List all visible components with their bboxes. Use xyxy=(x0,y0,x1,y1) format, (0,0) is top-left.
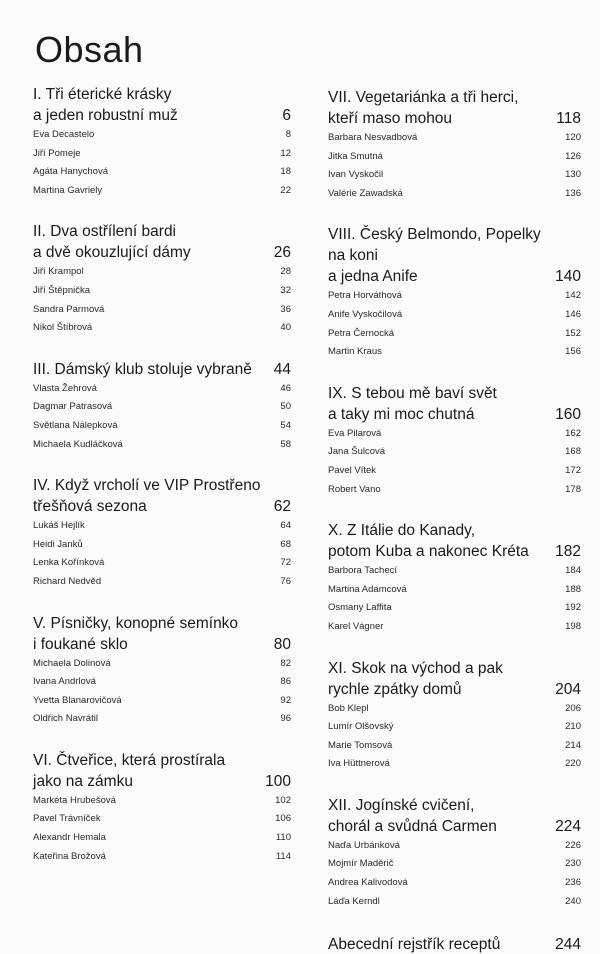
chapter-title: VII. Vegetariánka a tři herci, kteří maso mohou xyxy=(328,89,519,127)
entry-page: 54 xyxy=(280,419,291,431)
chapter-page-number: 182 xyxy=(555,543,581,561)
entry-page: 236 xyxy=(565,877,581,889)
entry-page: 28 xyxy=(280,266,291,278)
chapter-page-number: 100 xyxy=(265,772,291,790)
toc-entry xyxy=(33,126,291,145)
entry-name: Petra Černocká xyxy=(328,327,395,339)
entry-page: 230 xyxy=(565,858,581,870)
toc-entry xyxy=(33,380,291,399)
entry-name: Bob Klepl xyxy=(328,702,369,714)
chapter-spacer xyxy=(33,454,291,475)
chapter-spacer xyxy=(33,200,291,221)
toc-entry xyxy=(33,829,291,848)
toc-entry xyxy=(33,710,291,729)
entry-page: 178 xyxy=(565,483,581,495)
page-title: Obsah xyxy=(35,29,144,70)
entry-name: Jiří Štěpnička xyxy=(33,284,91,296)
chapter-page-number: 62 xyxy=(273,498,291,516)
entry-page: 156 xyxy=(565,346,581,358)
entry-name: Lenka Kořínková xyxy=(33,557,105,569)
toc-entry xyxy=(33,417,291,436)
entry-name: Světlana Nálepková xyxy=(33,419,118,431)
chapter-heading xyxy=(33,750,291,792)
chapter-heading xyxy=(328,520,581,562)
chapter-heading xyxy=(33,359,291,380)
toc-entry xyxy=(328,325,581,344)
recipe-index-page: 244 xyxy=(555,936,581,954)
toc-entry xyxy=(328,874,581,893)
chapter-page-number: 80 xyxy=(273,635,291,653)
chapter-title: I. Tři éterické krásky a jeden robustní muž xyxy=(33,86,178,124)
entry-page: 168 xyxy=(565,446,581,458)
entry-name: Ivana Andrlová xyxy=(33,676,96,688)
entry-page: 226 xyxy=(565,839,581,851)
toc-left-column xyxy=(33,84,291,866)
entry-page: 206 xyxy=(565,702,581,714)
entry-name: Oldřich Navrátil xyxy=(33,713,98,725)
entry-page: 188 xyxy=(565,583,581,595)
entry-page: 36 xyxy=(280,303,291,315)
toc-entry xyxy=(328,837,581,856)
entry-name: Mojmír Maděrič xyxy=(328,858,394,870)
toc-entry xyxy=(328,185,581,204)
entry-page: 126 xyxy=(565,150,581,162)
toc-entry xyxy=(328,287,581,306)
entry-name: Michaela Kudláčková xyxy=(33,438,123,450)
entry-page: 32 xyxy=(280,284,291,296)
entry-name: Jiří Pomeje xyxy=(33,147,81,159)
entry-page: 106 xyxy=(275,813,291,825)
entry-page: 50 xyxy=(280,401,291,413)
entry-page: 8 xyxy=(285,129,291,140)
toc-entry xyxy=(33,436,291,455)
entry-name: Iva Hüttnerová xyxy=(328,758,390,770)
toc-entry xyxy=(33,673,291,692)
chapter-spacer xyxy=(33,338,291,359)
chapter-spacer xyxy=(328,362,581,383)
toc-entry xyxy=(328,166,581,185)
toc-chapter xyxy=(328,658,581,774)
entry-page: 192 xyxy=(565,602,581,614)
entry-page: 210 xyxy=(565,721,581,733)
entry-name: Valérie Zawadská xyxy=(328,187,403,199)
entry-page: 146 xyxy=(565,308,581,320)
chapter-page-number: 204 xyxy=(555,680,581,698)
entry-name: Jana Šulcová xyxy=(328,446,386,458)
chapter-spacer xyxy=(328,774,581,795)
toc-entry xyxy=(33,263,291,282)
chapter-heading xyxy=(33,221,291,263)
entry-name: Sandra Parmová xyxy=(33,303,105,315)
entry-name: Markéta Hrubešová xyxy=(33,794,116,806)
entry-page: 198 xyxy=(565,620,581,632)
toc-entry xyxy=(33,573,291,592)
toc-right-column xyxy=(328,87,581,954)
toc-entry xyxy=(328,462,581,481)
chapter-spacer xyxy=(328,637,581,658)
chapter-heading xyxy=(33,613,291,655)
chapter-heading xyxy=(328,224,581,287)
entry-name: Jiří Krampol xyxy=(33,266,84,278)
toc-entry xyxy=(33,554,291,573)
toc-entry xyxy=(33,692,291,711)
entry-page: 184 xyxy=(565,565,581,577)
entry-name: Láďa Kerndl xyxy=(328,895,380,907)
chapter-title: V. Písničky, konopné semínko i foukané sklo xyxy=(33,614,239,653)
toc-entry xyxy=(328,855,581,874)
entry-page: 172 xyxy=(565,464,581,476)
chapter-title: IX. S tebou mě baví svět a taky mi moc chutná xyxy=(328,384,497,423)
toc-entry xyxy=(328,718,581,737)
chapter-heading xyxy=(328,87,581,129)
entry-name: Dagmar Patrasová xyxy=(33,401,113,413)
entry-name: Alexandr Hemala xyxy=(33,832,106,844)
toc-chapter xyxy=(33,475,291,591)
entry-name: Robert Vano xyxy=(328,483,381,495)
entry-name: Martina Adamcová xyxy=(328,583,407,595)
chapter-page-number: 160 xyxy=(555,405,581,423)
toc-entry xyxy=(33,301,291,320)
chapter-heading xyxy=(328,658,581,700)
toc-entry xyxy=(328,893,581,912)
entry-page: 120 xyxy=(565,132,581,143)
toc-entry xyxy=(328,737,581,756)
chapter-page-number: 140 xyxy=(555,268,581,286)
toc-entry xyxy=(328,443,581,462)
chapter-title: VIII. Český Belmondo, Popelky na koni a jedna Anife xyxy=(328,226,541,286)
entry-page: 142 xyxy=(565,290,581,302)
toc-entry xyxy=(328,129,581,148)
entry-page: 18 xyxy=(280,166,291,178)
toc-entry xyxy=(328,481,581,500)
entry-name: Heidi Janků xyxy=(33,538,83,550)
entry-page: 130 xyxy=(565,169,581,181)
chapter-page-number: 118 xyxy=(556,110,581,127)
entry-page: 58 xyxy=(280,438,291,450)
entry-page: 76 xyxy=(280,575,291,587)
toc-entry xyxy=(33,182,291,201)
entry-name: Karel Vágner xyxy=(328,620,384,632)
chapter-title: II. Dva ostřílení bardi a dvě okouzlující dámy xyxy=(33,223,191,262)
toc-chapter xyxy=(328,795,581,911)
entry-name: Agáta Hanychová xyxy=(33,166,108,178)
entry-page: 214 xyxy=(565,739,581,751)
chapter-spacer xyxy=(33,729,291,750)
entry-name: Ivan Vyskočil xyxy=(328,169,384,181)
entry-name: Eva Pilarová xyxy=(328,427,382,439)
entry-page: 40 xyxy=(280,322,291,334)
toc-entry xyxy=(328,581,581,600)
entry-name: Vlasta Žehrová xyxy=(33,382,97,394)
recipe-index-label: Abecední rejstřík receptů xyxy=(328,936,501,954)
toc-entry xyxy=(328,618,581,637)
chapter-title: VI. Čtveřice, která prostírala jako na zámku xyxy=(33,751,226,790)
chapter-spacer xyxy=(328,203,581,224)
toc-entry xyxy=(33,517,291,536)
toc-entry xyxy=(33,163,291,182)
chapter-spacer xyxy=(33,592,291,613)
entry-page: 64 xyxy=(280,520,291,532)
entry-page: 114 xyxy=(275,850,291,862)
entry-name: Marie Tomsová xyxy=(328,739,393,751)
entry-name: Anife Vyskočilová xyxy=(328,308,403,320)
entry-name: Pavel Vítek xyxy=(328,464,377,476)
toc-chapter xyxy=(33,359,291,454)
toc-entry xyxy=(33,792,291,811)
chapter-spacer xyxy=(328,911,581,932)
entry-page: 72 xyxy=(280,557,291,569)
toc-entry xyxy=(33,282,291,301)
entry-page: 152 xyxy=(565,327,581,339)
entry-name: Lumír Olšovský xyxy=(328,721,394,733)
chapter-title: X. Z Itálie do Kanady, potom Kuba a nakonec Kréta xyxy=(328,522,529,561)
toc-entry xyxy=(328,148,581,167)
entry-name: Petra Horváthová xyxy=(328,290,402,302)
entry-name: Pavel Trávníček xyxy=(33,813,101,825)
entry-name: Andrea Kalivodová xyxy=(328,877,408,889)
recipe-index-entry xyxy=(328,936,581,954)
entry-name: Barbara Nesvadbová xyxy=(328,132,418,143)
entry-page: 82 xyxy=(280,657,291,669)
toc-chapter xyxy=(33,84,291,200)
chapter-spacer xyxy=(328,499,581,520)
entry-page: 102 xyxy=(275,794,291,806)
toc-chapter xyxy=(328,224,581,361)
chapter-heading xyxy=(328,383,581,425)
toc-chapter xyxy=(328,383,581,499)
entry-name: Jitka Smutná xyxy=(328,150,383,162)
toc-entry xyxy=(33,398,291,417)
entry-name: Yvetta Blanarovičová xyxy=(33,694,122,706)
entry-name: Osmany Laffita xyxy=(328,602,392,614)
entry-name: Naďa Urbánková xyxy=(328,839,400,851)
entry-name: Kateřina Brožová xyxy=(33,850,106,862)
toc-entry xyxy=(328,562,581,581)
chapter-page-number: 6 xyxy=(282,107,291,124)
chapter-title: XI. Skok na východ a pak rychle zpátky domů xyxy=(328,659,503,698)
chapter-title: III. Dámský klub stoluje vybraně xyxy=(33,360,252,378)
chapter-title: IV. Když vrcholí ve VIP Prostřeno třešňová sezona xyxy=(33,477,261,516)
toc-chapter xyxy=(33,750,291,866)
entry-name: Barbora Tachecí xyxy=(328,565,398,577)
entry-page: 22 xyxy=(280,184,291,196)
toc-entry xyxy=(328,425,581,444)
toc-chapter xyxy=(33,613,291,729)
toc-chapter xyxy=(33,221,291,337)
entry-page: 92 xyxy=(280,694,291,706)
entry-page: 220 xyxy=(565,758,581,770)
toc-entry xyxy=(33,145,291,164)
toc-entry xyxy=(328,306,581,325)
toc-entry xyxy=(328,599,581,618)
chapter-heading xyxy=(33,475,291,517)
entry-name: Lukáš Hejlík xyxy=(33,520,85,532)
chapter-page-number: 26 xyxy=(273,244,291,262)
entry-name: Martin Kraus xyxy=(328,346,382,358)
toc-entry xyxy=(33,655,291,674)
toc-entry xyxy=(328,343,581,362)
toc-chapter xyxy=(328,87,581,203)
chapter-page-number: 44 xyxy=(273,360,291,378)
chapter-heading xyxy=(33,84,291,126)
toc-chapter xyxy=(328,520,581,636)
chapter-title: XII. Jogínské cvičení, chorál a svůdná Carmen xyxy=(328,796,497,835)
entry-page: 86 xyxy=(280,676,291,688)
entry-name: Nikol Štíbrová xyxy=(33,322,93,334)
entry-page: 162 xyxy=(565,427,581,439)
entry-page: 46 xyxy=(280,382,291,394)
entry-page: 136 xyxy=(565,187,581,199)
entry-page: 12 xyxy=(280,147,291,159)
entry-name: Eva Decastelo xyxy=(33,129,95,140)
toc-entry xyxy=(33,848,291,867)
toc-entry xyxy=(328,755,581,774)
entry-page: 96 xyxy=(280,713,291,725)
toc-entry xyxy=(33,319,291,338)
entry-page: 110 xyxy=(275,832,291,844)
toc-entry xyxy=(328,700,581,719)
toc-entry xyxy=(33,810,291,829)
entry-name: Richard Nedvěd xyxy=(33,575,102,587)
entry-page: 68 xyxy=(280,538,291,550)
chapter-page-number: 224 xyxy=(555,817,581,835)
entry-name: Martina Gavriely xyxy=(33,184,103,196)
entry-page: 240 xyxy=(565,895,581,907)
entry-name: Michaela Dolinová xyxy=(33,657,111,669)
toc-entry xyxy=(33,536,291,555)
chapter-heading xyxy=(328,795,581,837)
